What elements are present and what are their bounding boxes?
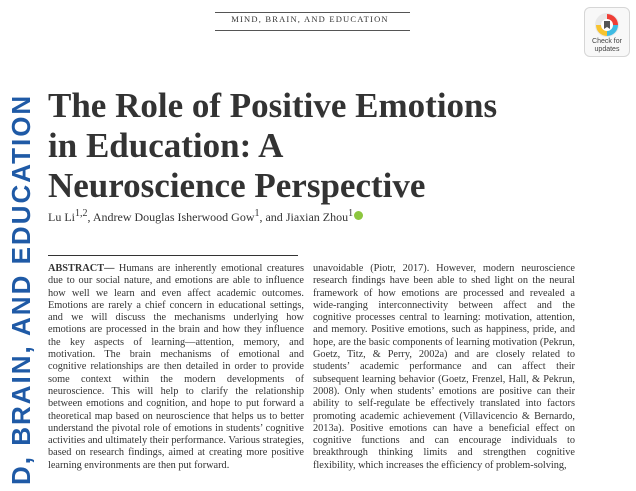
author-list [48,208,363,225]
header-rule-bottom [215,30,410,31]
orcid-icon[interactable] [354,211,363,220]
header-rule-top [215,12,410,13]
author-name: Lu Li [48,210,75,224]
title-line-2: in Education: A [48,126,284,165]
check-for-updates-badge[interactable] [584,7,630,57]
body-text-column: unavoidable (Piotr, 2017). However, modern neuroscience research findings have been able to shed light on the neural framework of how emotions are processed and revealed a wide-ranging interconnectivity between affect and the cognitive processes central to learning: motivation, attention, and memory. Positive emotions, such as happiness, pride, and hope, are the basic components of learning motivation (Pekrun, Goetz, Titz, & Perry, 2002a) and are closely related to students’ academic performance and can affect their subsequent learning behavior (Goetz, Frenzel, Hall, & Pekrun, 2008). Only when students’ emotions are positive can their ability to self-regulate be effectively translated into factors promoting academic achievement (Villavicencio & Bernardo, 2013a). Positive emotions can have a beneficial effect on cognitive functions and can encourage individuals to breakthrough thinking limits and strengthen cognitive flexibility, which increases the efficiency of problem-solving, [313,263,575,471]
abstract-paragraph [48,263,304,472]
abstract-rule [48,255,298,256]
author-name: Jiaxian Zhou [285,210,349,224]
title-line-1: The Role of Positive Emotions [48,86,498,125]
article-title [48,86,588,206]
abstract-label: ABSTRACT— [48,263,115,274]
title-line-3: Neuroscience Perspective [48,166,426,205]
author-separator: , [87,210,93,224]
badge-line-1: Check for [592,38,622,45]
journal-section-header: MIND, BRAIN, AND EDUCATION [231,14,389,24]
author-separator: , and [259,210,286,224]
author-affiliation: 1,2 [75,208,88,219]
author-affiliation: 1 [348,208,354,219]
crossmark-icon [594,12,620,38]
author-affiliation: 1 [254,208,260,219]
author-name: Andrew Douglas Isherwood Gow [92,210,255,224]
abstract-text: Humans are inherently emotional creatures due to our social nature, and emotions are able to influence how well we learn and even affect academic outcomes. Emotions are rarely a chief concern in educational settings, and we will discuss the mechanisms underlying how emotions are processed in the brain and how they influence the key aspects of learning—attention, memory, and motivation. The brain mechanisms of emotional and cognitive relationships are then detailed in order to provide some context within the modern developments of neuroscience. This will help to clarify the relationship between emotions and cognition, and hope to put forward a theoretical map based on neuroscience that helps us to better understand the pivotal role of emotions in students’ cognitive activities and ultimately their performance. Various strategies, based on research findings, aimed at creating more positive learning environments are then put forward. [48,263,304,471]
badge-line-2: updates [594,46,620,53]
journal-side-label: D, BRAIN, AND EDUCATION [6,93,36,485]
